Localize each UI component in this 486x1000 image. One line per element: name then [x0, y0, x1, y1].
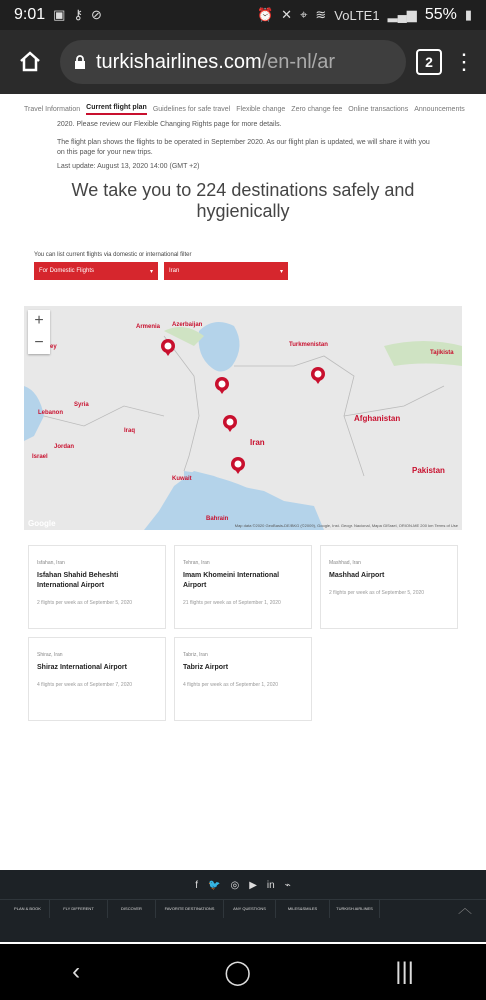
browser-toolbar: [0, 30, 486, 94]
map-label-armenia: Armenia: [136, 324, 161, 330]
card-airport-name: Imam Khomeini International Airport: [183, 572, 280, 589]
map-label-lebanon: Lebanon: [38, 410, 63, 416]
google-logo: Google: [28, 519, 56, 528]
page-heading: [0, 180, 486, 222]
card-frequency: 4 flights per week as of September 7, 2020: [37, 682, 133, 688]
map-label-turkey: ey: [50, 344, 57, 350]
site-footer: [0, 870, 486, 942]
map-label-afghanistan: Afghanistan: [354, 414, 401, 423]
card-frequency: 2 flights per week as of September 5, 2020: [329, 590, 425, 596]
facebook-icon[interactable]: f: [195, 880, 199, 891]
footer-nav-favorite-destinations[interactable]: FAVORITE DESTINATIONS: [156, 900, 224, 918]
tab-switcher-button[interactable]: 2: [416, 49, 442, 75]
zoom-controls: [28, 310, 50, 354]
zoom-in-button[interactable]: +: [34, 312, 44, 329]
main-content: [0, 120, 486, 280]
map-pin-shiraz[interactable]: [230, 456, 246, 474]
footer-nav-discover[interactable]: DISCOVER: [108, 900, 156, 918]
heading-line-2: hygienically: [196, 201, 290, 221]
flight-type-select[interactable]: [34, 262, 158, 280]
map-pin-isfahan[interactable]: [222, 414, 238, 432]
map-label-jordan: Jordan: [54, 444, 75, 450]
map-label-syria: Syria: [74, 402, 89, 408]
map-attribution[interactable]: Map data ©2020 GeoBasis-DE/BKG (©2009), Google, Inst. Geogr. Nacional, Mapa GISrael, ORION-ME 200 km Terms of Use: [234, 523, 458, 528]
destination-card[interactable]: [28, 637, 166, 721]
vpn-icon: ⊘: [90, 7, 102, 22]
footer-nav-plan-book[interactable]: PLAN & BOOK: [6, 900, 50, 918]
card-city: Tehran, Iran: [183, 560, 210, 566]
map-label-turkmenistan: Turkmenistan: [289, 342, 328, 348]
card-airport-name: Tabriz Airport: [183, 664, 229, 671]
twitter-icon[interactable]: 🐦: [208, 880, 221, 891]
chevron-down-icon: ▾: [149, 268, 153, 275]
map-pin-tabriz[interactable]: [160, 338, 176, 356]
recents-icon[interactable]: |||: [395, 958, 414, 985]
card-frequency: 2 flights per week as of September 5, 2020: [37, 600, 133, 606]
map-label-bahrain: Bahrain: [206, 516, 229, 522]
chevron-down-icon: ▾: [279, 268, 283, 275]
youtube-icon[interactable]: ▶: [249, 880, 257, 891]
card-city: Isfahan, Iran: [37, 560, 65, 566]
footer-nav: [0, 899, 486, 918]
status-bar: [0, 0, 486, 30]
instagram-icon[interactable]: ◎: [230, 880, 240, 891]
wifi-icon: ≋: [315, 7, 327, 22]
card-airport-name: Mashhad Airport: [329, 572, 385, 579]
subnav-current-flight-plan[interactable]: Current flight plan: [86, 104, 147, 115]
map-pin-tehran[interactable]: [214, 376, 230, 394]
destination-card[interactable]: [320, 545, 458, 629]
social-links: [0, 870, 486, 891]
network-label: VoLTE1: [334, 7, 380, 23]
destinations-map[interactable]: [24, 306, 462, 530]
subnav-online-transactions[interactable]: Online transactions: [348, 105, 409, 113]
destination-card[interactable]: [28, 545, 166, 629]
map-label-azerbaijan: Azerbaijan: [172, 322, 203, 328]
scroll-to-top-icon[interactable]: ︿: [458, 900, 472, 916]
last-update: Last update: August 13, 2020 14:00 (GMT +2): [57, 163, 200, 170]
system-navigation-bar: [0, 944, 486, 1000]
card-airport-name: Shiraz International Airport: [37, 664, 127, 671]
more-menu-icon[interactable]: ⋮: [453, 49, 475, 74]
map-label-iraq: Iraq: [124, 428, 136, 434]
linkedin-icon[interactable]: in: [266, 880, 275, 891]
sub-navigation: [0, 98, 486, 120]
map-label-pakistan: Pakistan: [412, 466, 445, 475]
map-label-israel: Israel: [32, 454, 48, 460]
mute-icon: ✕: [281, 7, 293, 22]
map-label-iran: Iran: [250, 438, 265, 447]
status-time: 9:01: [14, 6, 46, 23]
battery-icon: ▮: [464, 7, 472, 22]
footer-nav-turkish-airlines[interactable]: TURKISH AIRLINES: [330, 900, 380, 918]
gallery-icon: ▣: [53, 7, 66, 22]
map-label-tajikistan: Tajikista: [430, 350, 454, 356]
destination-card[interactable]: [174, 545, 312, 629]
key-icon: ⚷: [73, 7, 83, 22]
destination-card[interactable]: [174, 637, 312, 721]
footer-nav-fly-different[interactable]: FLY DIFFERENT: [50, 900, 108, 918]
subnav-guidelines[interactable]: Guidelines for safe travel: [152, 105, 231, 113]
home-button[interactable]: [10, 42, 50, 82]
card-frequency: 4 flights per week as of September 1, 2020: [183, 682, 279, 688]
zoom-out-button[interactable]: −: [34, 334, 44, 351]
card-airport-name: Isfahan Shahid Beheshti International Airport: [37, 572, 119, 589]
filter-label: You can list current flights via domestic or international filter: [34, 252, 192, 258]
country-value: Iran: [169, 268, 180, 274]
card-city: Mashhad, Iran: [329, 560, 361, 566]
battery-level: 55%: [424, 6, 457, 23]
subnav-announcements[interactable]: Announcements: [414, 105, 465, 113]
card-city: Tabriz, Iran: [183, 652, 208, 658]
filter-selects: [34, 262, 486, 280]
card-city: Shiraz, Iran: [37, 652, 63, 658]
footer-nav-miles-smiles[interactable]: MILES&SMILES: [276, 900, 330, 918]
rss-icon[interactable]: ⌁: [284, 880, 291, 891]
back-icon[interactable]: ‹: [72, 958, 81, 985]
map-pin-mashhad[interactable]: [310, 366, 326, 384]
country-select[interactable]: [164, 262, 288, 280]
url-path: /en-nl/ar: [261, 50, 335, 73]
flight-type-value: For Domestic Flights: [39, 268, 95, 274]
url-host: turkishairlines.com: [96, 50, 262, 73]
intro-text: 2020. Please review our Flexible Changing Rights page for more details.: [57, 121, 282, 128]
card-frequency: 21 flights per week as of September 1, 2020: [183, 600, 281, 606]
lock-icon: [74, 55, 86, 69]
map-label-kuwait: Kuwait: [172, 476, 192, 482]
heading-line-1: We take you to 224 destinations safely and: [71, 180, 415, 200]
subnav-zero-change-fee[interactable]: Zero change fee: [291, 105, 343, 113]
alarm-icon: ⏰: [256, 7, 274, 22]
subnav-travel-information[interactable]: Travel Information: [24, 105, 81, 113]
subnav-flexible-change[interactable]: Flexible change: [236, 105, 286, 113]
address-bar[interactable]: [60, 40, 406, 84]
home-circle-icon[interactable]: ◯: [224, 958, 252, 986]
flight-plan-description: The flight plan shows the flights to be operated in September 2020. As our flight plan is updated, we will share it with you on this page for your new trips.: [57, 139, 430, 156]
signal-icon: ▂▄▆: [387, 7, 417, 22]
home-icon: [18, 50, 42, 74]
footer-nav-any-questions[interactable]: ANY QUESTIONS: [224, 900, 276, 918]
location-icon: ⌖: [300, 7, 308, 22]
